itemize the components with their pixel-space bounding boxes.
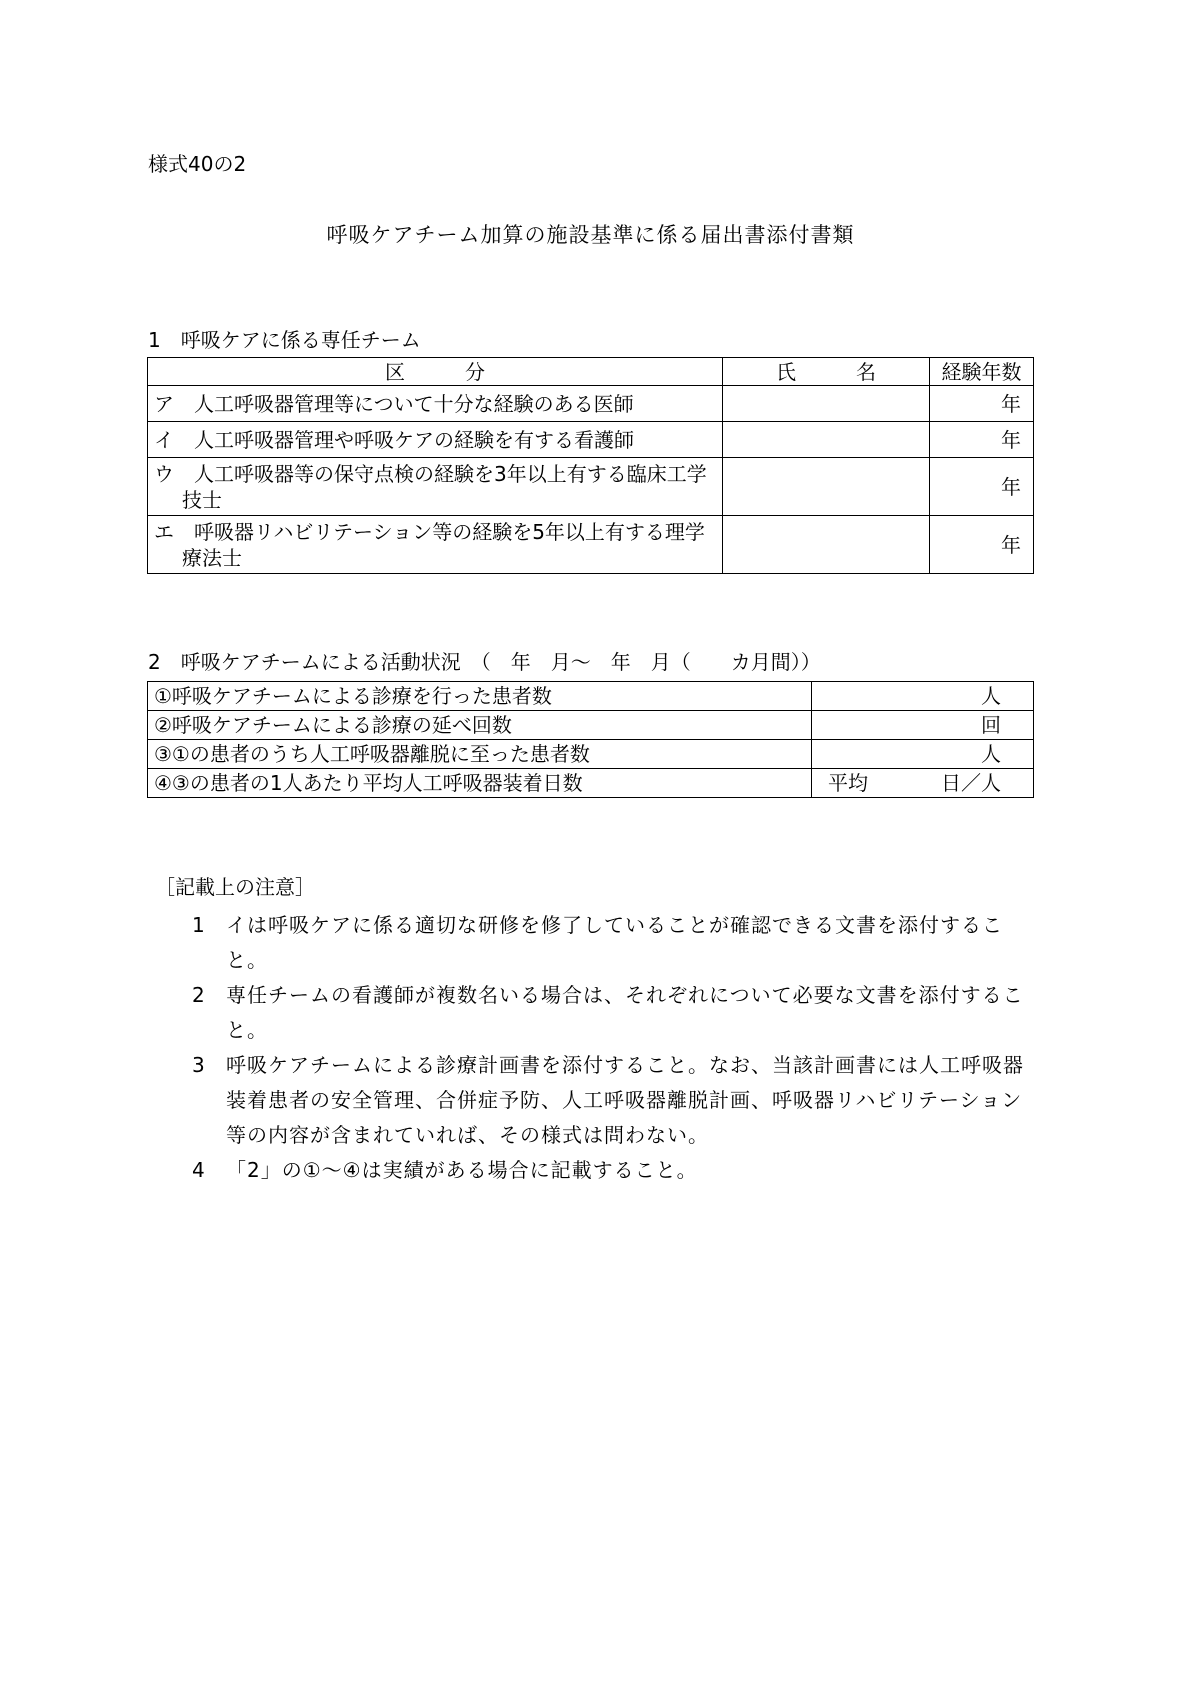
- team-row-clinical-engineer: [148, 458, 1034, 516]
- note-item: [192, 1048, 1034, 1153]
- experience-field[interactable]: 年: [930, 458, 1034, 516]
- experience-field[interactable]: 年: [930, 422, 1034, 458]
- name-field[interactable]: [723, 516, 930, 574]
- activity-table: [147, 681, 1034, 798]
- section1-heading: 1 呼吸ケアに係る専任チーム: [148, 328, 421, 352]
- activity-value-field[interactable]: 人: [812, 740, 1034, 769]
- note-text: イは呼吸ケアに係る適切な研修を修了していることが確認できる文書を添付すること。: [226, 913, 1003, 972]
- name-field[interactable]: [723, 458, 930, 516]
- activity-row-label: ③①の患者のうち人工呼吸器離脱に至った患者数: [148, 740, 812, 769]
- activity-row-label: ②呼吸ケアチームによる診療の延べ回数: [148, 711, 812, 740]
- note-item: [192, 978, 1034, 1048]
- notes-heading: ［記載上の注意］: [155, 875, 315, 899]
- note-text: 呼吸ケアチームによる診療計画書を添付すること。なお、当該計画書には人工呼吸器装着患者の安全管理、合併症予防、人工呼吸器離脱計画、呼吸器リハビリテーション等の内容が含まれていれば、その様式は問わない。: [226, 1053, 1024, 1147]
- team-row-physical-therapist: [148, 516, 1034, 574]
- note-number: 4: [192, 1158, 206, 1182]
- activity-value-field[interactable]: [812, 769, 1034, 798]
- team-row-label: ウ 人工呼吸器等の保守点検の経験を3年以上有する臨床工学技士: [148, 458, 723, 516]
- activity-row-label: ④③の患者の1人あたり平均人工呼吸器装着日数: [148, 769, 812, 798]
- note-item: [192, 908, 1034, 978]
- activity-row: [148, 769, 1034, 798]
- team-table-header: [148, 358, 1034, 386]
- team-row-label: イ 人工呼吸器管理や呼吸ケアの経験を有する看護師: [148, 422, 723, 458]
- section2-heading: 2 呼吸ケアチームによる活動状況 （ 年 月～ 年 月（ カ月間））: [148, 650, 821, 674]
- column-name: 氏 名: [723, 358, 930, 386]
- activity-row-label: ①呼吸ケアチームによる診療を行った患者数: [148, 682, 812, 711]
- team-row-label: ア 人工呼吸器管理等について十分な経験のある医師: [148, 386, 723, 422]
- activity-value-field[interactable]: 人: [812, 682, 1034, 711]
- note-item: [192, 1153, 1034, 1188]
- activity-row: [148, 711, 1034, 740]
- name-field[interactable]: [723, 422, 930, 458]
- team-table: [147, 357, 1034, 574]
- team-row-nurse: [148, 422, 1034, 458]
- notes-list: [192, 908, 1034, 1188]
- note-number: 2: [192, 983, 206, 1007]
- team-row-doctor: [148, 386, 1034, 422]
- activity-row: [148, 740, 1034, 769]
- column-experience: 経験年数: [930, 358, 1034, 386]
- note-text: 「2」の①～④は実績がある場合に記載すること。: [226, 1158, 698, 1182]
- activity-row: [148, 682, 1034, 711]
- form-number: 様式40の2: [148, 152, 247, 176]
- experience-field[interactable]: 年: [930, 386, 1034, 422]
- experience-field[interactable]: 年: [930, 516, 1034, 574]
- name-field[interactable]: [723, 386, 930, 422]
- note-text: 専任チームの看護師が複数名いる場合は、それぞれについて必要な文書を添付すること。: [226, 983, 1024, 1042]
- note-number: 1: [192, 913, 206, 937]
- document-title: 呼吸ケアチーム加算の施設基準に係る届出書添付書類: [326, 223, 855, 247]
- team-row-label: エ 呼吸器リハビリテーション等の経験を5年以上有する理学療法士: [148, 516, 723, 574]
- note-number: 3: [192, 1053, 206, 1077]
- column-category: 区 分: [148, 358, 723, 386]
- average-unit: 日／人: [941, 771, 1001, 795]
- activity-value-field[interactable]: 回: [812, 711, 1034, 740]
- average-prefix: 平均: [828, 771, 868, 795]
